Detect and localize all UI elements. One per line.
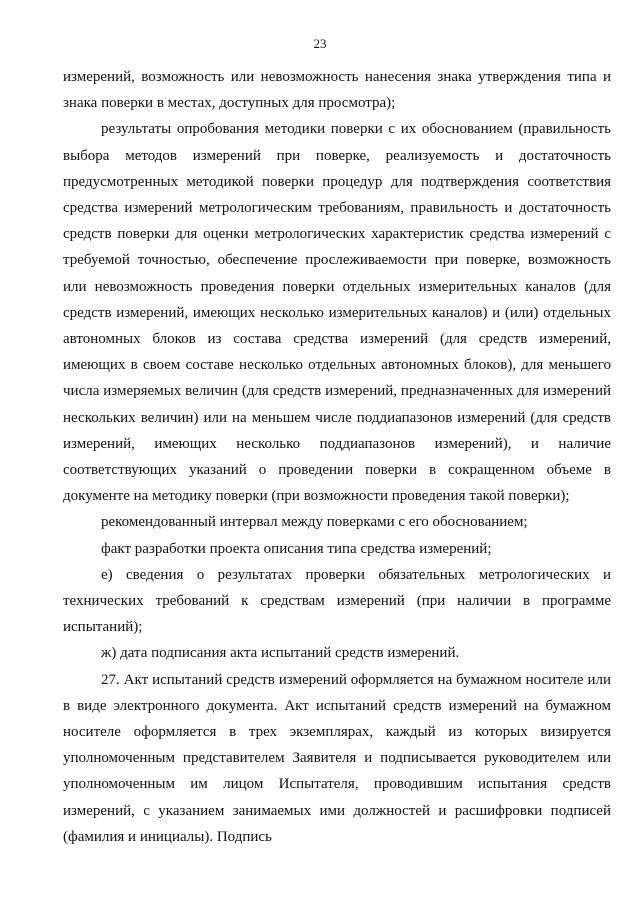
paragraph-interval: рекомендованный интервал между поверками с его обоснованием;: [101, 514, 528, 531]
paragraph-item-zh: ж) дата подписания акта испытаний средств измерений.: [101, 645, 460, 662]
body-text: [63, 64, 611, 850]
paragraph-type-description: факт разработки проекта описания типа средства измерений;: [101, 540, 492, 557]
paragraph-verification-results: результаты опробования методики поверки с их обоснованием (правильность выбора методов измерений при поверке, реализуемость и достаточность предусмотренных методикой поверки процедур для подтверждения соответствия средства измерений метрологическим требованиям, правильность и достаточность средств поверки для оценки метрологических характеристик средства измерений с требуемой точностью, обеспечение прослеживаемости при поверке, возможность или невозможность проведения поверки отдельных измерительных каналов (для средств измерений, имеющих несколько измерительных каналов) и (или) отдельных автономных блоков из состава средства измерений (для средств измерений, имеющих в своем составе несколько отдельных автономных блоков), для меньшего числа измеряемых величин (для средств измерений, предназначенных для измерений нескольких величин) или на меньшем числе поддиапазонов измерений (для средств измерений, имеющих несколько поддиапазонов измерений), и наличие соответствующих указаний о проведении поверки в сокращенном объеме в документе на методику поверки (при возможности проведения такой поверки);: [63, 121, 611, 505]
page-number: 23: [313, 36, 327, 51]
paragraph-27: 27. Акт испытаний средств измерений оформляется на бумажном носителе или в виде электронного документа. Акт испытаний средств измерений на бумажном носителе оформляется в трех экземплярах, каждый из которых визируется уполномоченным представителем Заявителя и подписывается руководителем или уполномоченным им лицом Испытателя, проводившим испытания средств измерений, с указанием занимаемых ими должностей и расшифровки подписей (фамилия и инициалы). Подпись: [63, 671, 611, 845]
paragraph-item-e: е) сведения о результатах проверки обязательных метрологических и технических требований к средствам измерений (при наличии в программе испытаний);: [63, 566, 611, 636]
paragraph-continuation: измерений, возможность или невозможность нанесения знака утверждения типа и знака поверки в местах, доступных для просмотра);: [63, 69, 611, 112]
